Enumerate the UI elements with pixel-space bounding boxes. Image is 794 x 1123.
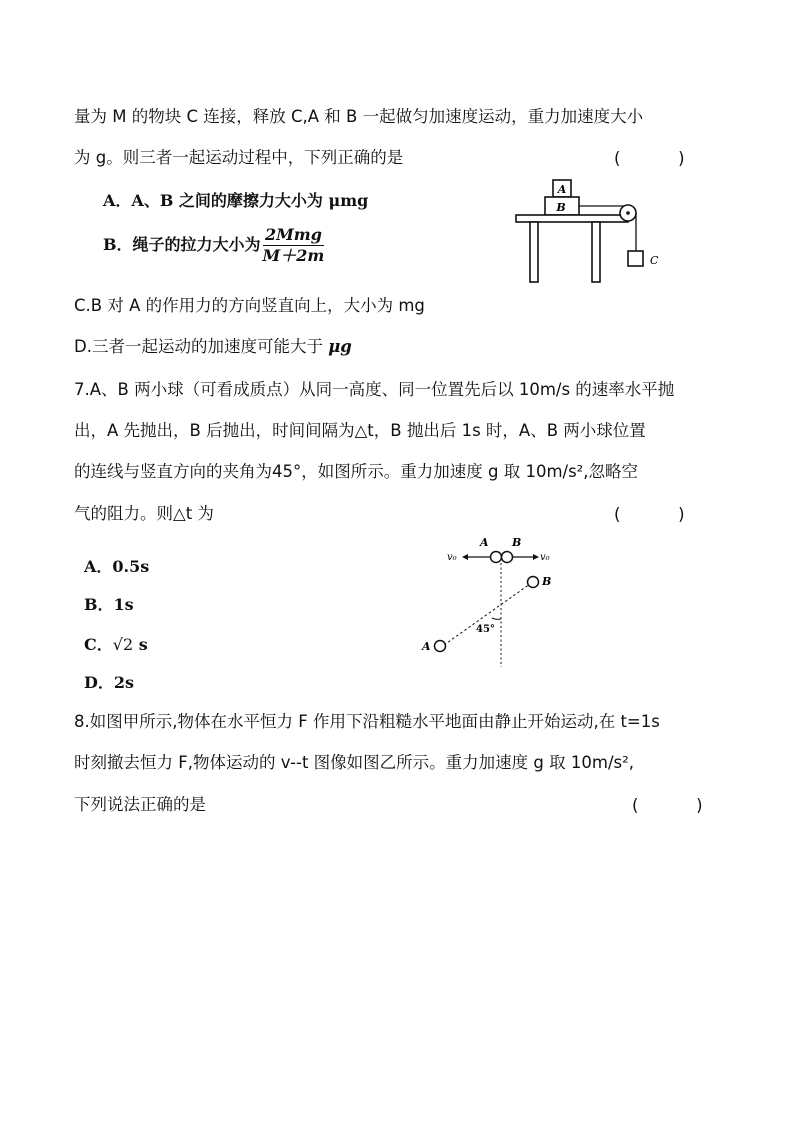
label-b: B: [542, 575, 552, 588]
ball-b: [528, 577, 539, 588]
q7-stem-line1: 7.A、B 两小球（可看成质点）从同一高度、同一位置先后以 10m/s 的速率水平抛: [74, 380, 675, 399]
block-c-label: C: [650, 254, 659, 267]
label-a-top: A: [480, 536, 489, 549]
label-b-top: B: [512, 536, 522, 549]
q7-stem-line4: 气的阻力。则△t 为: [74, 504, 214, 523]
label-a: A: [422, 640, 431, 653]
table-top: [516, 215, 628, 222]
q6-option-a: A．A、B 之间的摩擦力大小为 μmg: [103, 191, 369, 210]
q7-option-a: A．0.5s: [84, 557, 150, 576]
label-v0-right: v₀: [540, 552, 550, 563]
q7-option-c-root: √2: [112, 635, 134, 654]
block-c: [628, 251, 643, 266]
q7-option-c: [84, 632, 148, 655]
ball-a-start: [491, 552, 502, 563]
table-leg-right: [592, 222, 600, 282]
angle-label: 45°: [476, 624, 495, 635]
q7-figure-projectiles: [420, 535, 570, 667]
q7-option-d: D．2s: [84, 673, 135, 692]
q6-stem-line2: 为 g。则三者一起运动过程中，下列正确的是: [74, 148, 404, 167]
block-a-label: A: [557, 183, 567, 196]
connecting-line: [444, 584, 530, 645]
q7-stem-line3: 的连线与竖直方向的夹角为45°，如图所示。重力加速度 g 取 10m/s²,忽略空: [74, 462, 639, 481]
q7-stem-line2: 出，A 先抛出，B 后抛出，时间间隔为△t，B 抛出后 1s 时，A、B 两小球位置: [74, 421, 646, 440]
block-b-label: B: [556, 201, 566, 214]
q6-option-d-text: D.三者一起运动的加速度可能大于: [74, 337, 329, 356]
q6-option-d-mu-g: μg: [328, 337, 352, 356]
ball-a: [435, 641, 446, 652]
q8-answer-bracket: ( ): [632, 796, 703, 815]
angle-arc: [492, 618, 501, 619]
table-leg-left: [530, 222, 538, 282]
q6-option-b-text: B．绳子的拉力大小为: [103, 235, 261, 254]
arrow-left-head: [462, 554, 468, 560]
ball-b-start: [502, 552, 513, 563]
pulley-axle: [626, 211, 630, 215]
q6-option-d: [74, 336, 352, 358]
q6-option-b-numerator: 2Mmg: [264, 225, 322, 244]
label-v0-left: v₀: [447, 552, 457, 563]
q8-stem-line1: 8.如图甲所示,物体在水平恒力 F 作用下沿粗糙水平地面由静止开始运动,在 t=1s: [74, 712, 660, 731]
q7-answer-bracket: ( ): [614, 505, 685, 524]
q6-option-b-denominator: M＋2m: [262, 246, 325, 265]
q6-stem-line1: 量为 M 的物块 C 连接，释放 C,A 和 B 一起做匀加速度运动，重力加速度大小: [74, 107, 644, 126]
q6-option-c: C.B 对 A 的作用力的方向竖直向上，大小为 mg: [74, 296, 425, 315]
q8-stem-line3: 下列说法正确的是: [74, 795, 206, 814]
q7-option-c-unit: s: [138, 635, 148, 654]
q6-figure-table-pulley: [510, 175, 670, 287]
q6-option-b: [103, 225, 324, 266]
q7-option-c-label: C．: [84, 635, 113, 654]
q6-answer-bracket: ( ): [614, 149, 685, 168]
q8-stem-line2: 时刻撤去恒力 F,物体运动的 v--t 图像如图乙所示。重力加速度 g 取 10m/s²,: [74, 753, 634, 772]
arrow-right-head: [533, 554, 539, 560]
q7-option-b: B．1s: [84, 595, 134, 614]
q6-option-b-fraction: [263, 225, 325, 266]
